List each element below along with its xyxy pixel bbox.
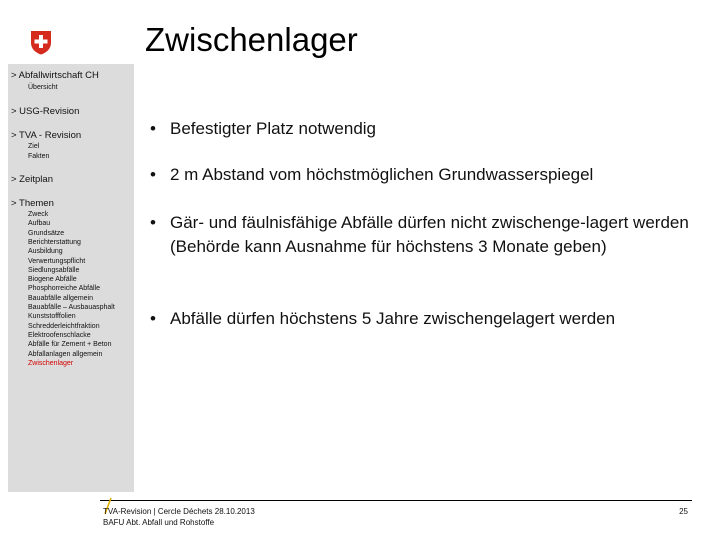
nav-sub-kunststofffolien[interactable]: Kunststofffolien xyxy=(28,313,76,321)
swiss-cross-shield-icon xyxy=(30,30,52,55)
nav-sub-grundsaetze[interactable]: Grundsätze xyxy=(28,229,65,237)
bullet-dot: • xyxy=(150,213,156,232)
nav-sub-abfallanlagen-allgemein[interactable]: Abfallanlagen allgemein xyxy=(28,350,103,358)
nav-sub-siedlungsabfaelle[interactable]: Siedlungsabfälle xyxy=(28,266,80,274)
footer-event: TVA-Revision | Cercle Déchets 28.10.2013 xyxy=(103,507,255,516)
nav-sub-aufbau[interactable]: Aufbau xyxy=(28,220,51,228)
nav-sub-zweck[interactable]: Zweck xyxy=(28,211,49,218)
bullet-text: Abfälle dürfen höchstens 5 Jahre zwischengelagert werden xyxy=(170,309,616,328)
bullet-dot: • xyxy=(150,165,156,184)
page-number: 25 xyxy=(679,507,688,516)
nav-sub-uebersicht[interactable]: Übersicht xyxy=(28,84,58,91)
nav-sub-ziel[interactable]: Ziel xyxy=(28,143,40,150)
bullet-dot: • xyxy=(150,309,156,328)
footer-divider xyxy=(100,500,692,501)
nav-sub-abfaelle-zement-beton[interactable]: Abfälle für Zement + Beton xyxy=(28,341,112,349)
nav-item-usg-revision[interactable]: > USG-Revision xyxy=(11,106,80,117)
nav-sub-berichterstattung[interactable]: Berichterstattung xyxy=(28,238,81,246)
bullet-item xyxy=(150,117,715,141)
nav-sub-biogene-abfaelle[interactable]: Biogene Abfälle xyxy=(28,276,77,284)
nav-sub-zwischenlager[interactable]: Zwischenlager xyxy=(28,359,74,367)
nav-sub-verwertungspflicht[interactable]: Verwertungspflicht xyxy=(28,257,86,265)
nav-sub-schredderleichtfraktion[interactable]: Schredderleichtfraktion xyxy=(28,322,100,330)
bullet-text: 2 m Abstand vom höchstmöglichen Grundwasserspiegel xyxy=(170,165,594,184)
footer-department: BAFU Abt. Abfall und Rohstoffe xyxy=(103,518,215,527)
nav-item-tva-revision[interactable]: > TVA - Revision xyxy=(11,130,82,141)
nav-item-zeitplan[interactable]: > Zeitplan xyxy=(11,174,53,185)
bullet-text: Befestigter Platz notwendig xyxy=(170,119,377,138)
nav-sub-ausbildung[interactable]: Ausbildung xyxy=(28,248,63,256)
nav-sub-fakten[interactable]: Fakten xyxy=(28,153,50,160)
bullet-dot: • xyxy=(150,119,156,138)
bullet-text: Gär- und fäulnisfähige Abfälle dürfen nicht zwischenge-lagert werden (Behörde kann Ausnahme für höchstens 3 Monate geben) xyxy=(170,213,689,256)
nav-item-abfallwirtschaft[interactable]: > Abfallwirtschaft CH xyxy=(11,70,99,81)
nav-sub-phosphorreiche-abfaelle[interactable]: Phosphorreiche Abfälle xyxy=(28,285,100,293)
nav-sub-bauabfaelle-allgemein[interactable]: Bauabfälle allgemein xyxy=(28,294,93,302)
bullet-item xyxy=(150,307,715,331)
nav-sub-elektroofenschlacke[interactable]: Elektroofenschlacke xyxy=(28,331,91,339)
nav-item-themen[interactable]: > Themen xyxy=(11,198,54,209)
page-title: Zwischenlager xyxy=(145,21,358,58)
bullet-item xyxy=(150,163,715,187)
nav-sub-bauabfaelle-ausbauasphalt[interactable]: Bauabfälle – Ausbauasphalt xyxy=(28,304,115,311)
bullet-item xyxy=(150,211,715,259)
